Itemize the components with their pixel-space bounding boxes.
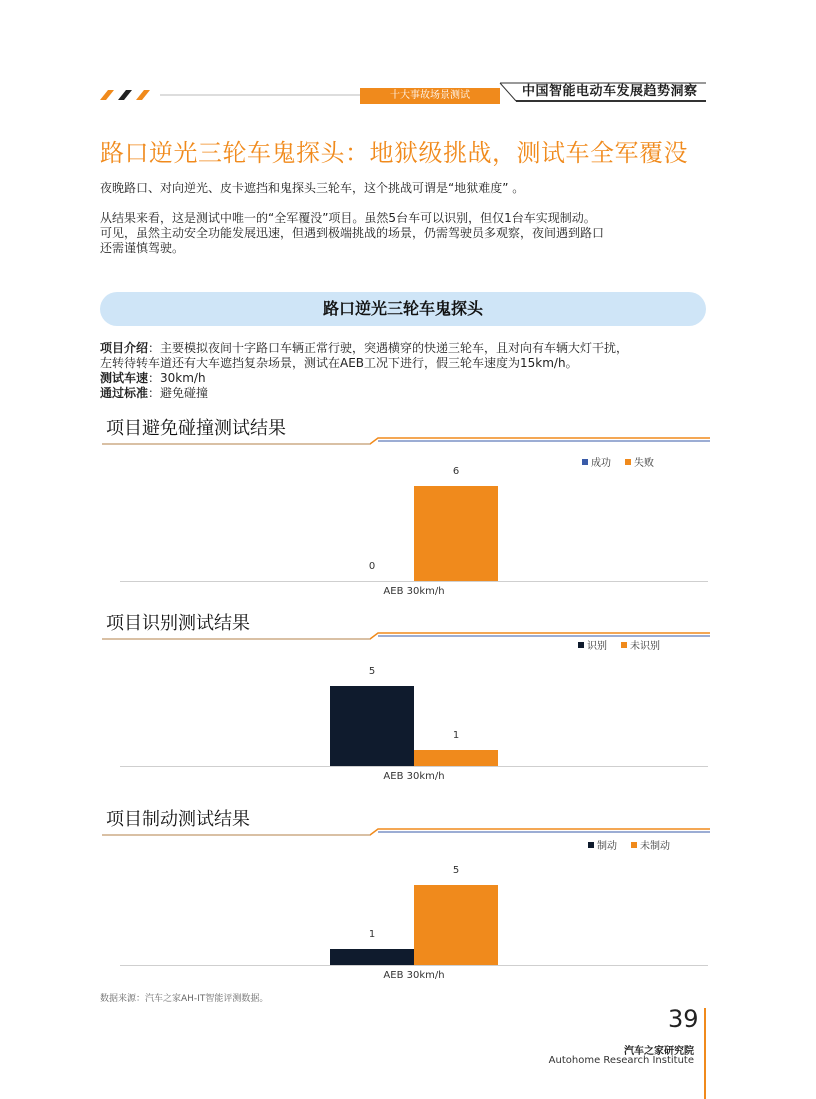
chart-title: 项目避免碰撞测试结果 <box>106 418 286 439</box>
legend-label: 制动 <box>597 841 617 852</box>
intro-line: 还需谨慎驾驶。 <box>100 241 185 255</box>
legend-swatch <box>582 459 588 465</box>
x-tick-label: AEB 30km/h <box>383 586 445 597</box>
chart-legend <box>582 454 654 469</box>
bar-未识别 <box>414 750 498 766</box>
x-tick-label: AEB 30km/h <box>383 771 445 782</box>
institute-name-en: Autohome Research Institute <box>548 1055 694 1066</box>
data-label: 5 <box>368 666 376 677</box>
chart-title-underline <box>100 435 712 447</box>
x-tick-label: AEB 30km/h <box>383 970 445 981</box>
legend-swatch <box>631 842 637 848</box>
page-number: 39 <box>668 1005 699 1033</box>
data-label: 1 <box>452 730 460 741</box>
legend-label: 识别 <box>587 641 607 652</box>
chart-legend <box>588 837 670 852</box>
standard-value: ：避免碰撞 <box>148 386 209 400</box>
data-label: 6 <box>452 466 460 477</box>
legend-item <box>582 454 611 469</box>
intro-label: 项目介绍 <box>100 341 149 355</box>
chart-legend <box>578 637 660 652</box>
header-tag: 十大事故场景测试 <box>360 88 500 104</box>
legend-label: 失败 <box>634 458 654 469</box>
legend-label: 未制动 <box>640 841 670 852</box>
legend-swatch <box>621 642 627 648</box>
bar-失败 <box>414 486 498 581</box>
standard-label: 通过标准 <box>100 386 149 400</box>
legend-swatch <box>578 642 584 648</box>
data-label: 1 <box>368 929 376 940</box>
legend-label: 成功 <box>591 458 611 469</box>
data-label: 5 <box>452 865 460 876</box>
bar-未制动 <box>414 885 498 965</box>
chart-axis <box>120 965 708 966</box>
legend-item <box>631 837 670 852</box>
page-accent-line <box>704 1008 706 1099</box>
bar-识别 <box>330 686 414 766</box>
intro-text: ：主要模拟夜间十字路口车辆正常行驶，突遇横穿的快递三轮车，且对向有车辆大灯干扰， <box>148 341 629 355</box>
legend-swatch <box>588 842 594 848</box>
chart-title: 项目识别测试结果 <box>106 613 250 634</box>
intro-paragraph-2 <box>100 211 604 256</box>
speed-value: ：30km/h <box>148 371 206 385</box>
section-banner: 路口逆光三轮车鬼探头 <box>100 292 706 326</box>
report-title: 中国智能电动车发展趋势洞察 <box>522 84 698 99</box>
legend-swatch <box>625 459 631 465</box>
legend-item <box>625 454 654 469</box>
bar-制动 <box>330 949 414 965</box>
data-label: 0 <box>368 561 376 572</box>
intro-line: 从结果来看，这是测试中唯一的“全军覆没”项目。虽然5台车可以识别，但仅1台车实现制动。 <box>100 211 596 225</box>
speed-label: 测试车速 <box>100 371 149 385</box>
institute-name-cn: 汽车之家研究院 <box>624 1046 694 1057</box>
legend-item <box>578 637 607 652</box>
intro-text-2: 左转待转车道还有大车遮挡复杂场景，测试在AEB工况下进行，假三轮车速度为15km/h。 <box>100 356 578 370</box>
chart-title: 项目制动测试结果 <box>106 809 250 830</box>
intro-line: 可见，虽然主动安全功能发展迅速，但遇到极端挑战的场景，仍需驾驶员多观察，夜间遇到路口 <box>100 226 605 240</box>
legend-item <box>588 837 617 852</box>
legend-item <box>621 637 660 652</box>
intro-paragraph-1: 夜晚路口、对向逆光、皮卡遮挡和鬼探头三轮车，这个挑战可谓是“地狱难度” 。 <box>100 181 525 195</box>
legend-label: 未识别 <box>630 641 660 652</box>
chart-axis <box>120 766 708 767</box>
page-title: 路口逆光三轮车鬼探头：地狱级挑战，测试车全军覆没 <box>100 139 688 167</box>
chart-axis <box>120 581 708 582</box>
project-info <box>100 341 628 401</box>
data-source: 数据来源：汽车之家AH-IT智能评测数据。 <box>100 994 269 1004</box>
